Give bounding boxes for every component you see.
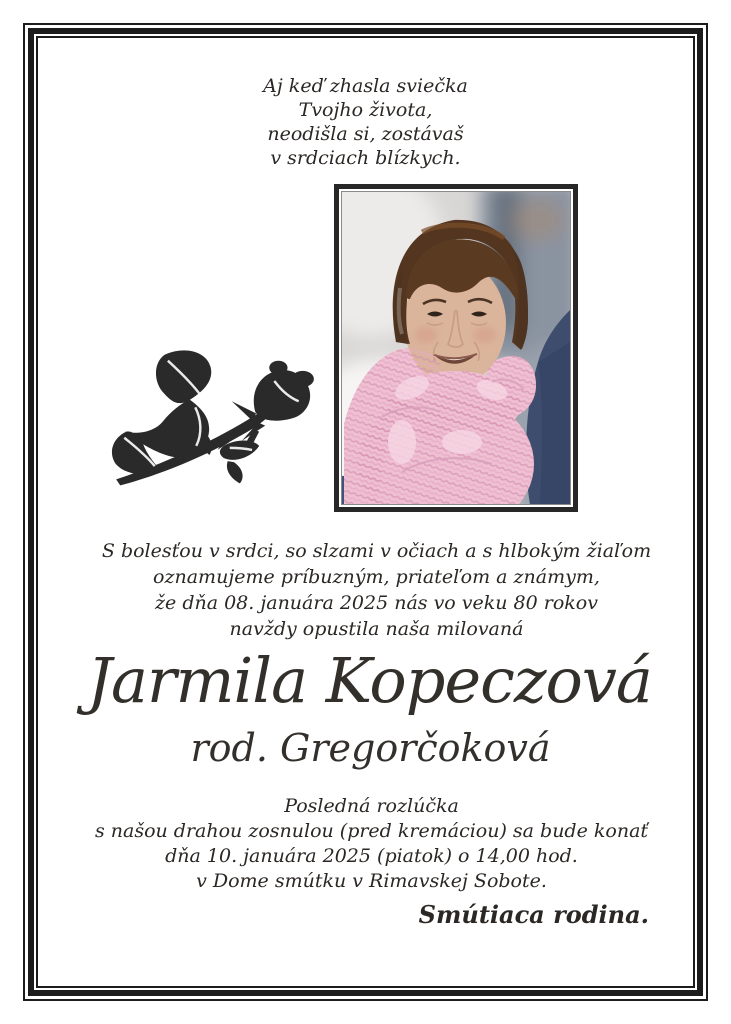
funeral-line: dňa 10. januára 2025 (piatok) o 14,00 hod. — [165, 845, 578, 867]
announcement-line: navždy opustila naša milovaná — [229, 618, 524, 640]
memorial-poem — [42, 74, 689, 170]
portrait-photo — [342, 192, 570, 504]
announcement-line: S bolesťou v srdci, so slzami v očiach a s hlbokým žiaľom — [101, 540, 652, 562]
poem-line: neodišla si, zostávaš — [267, 123, 464, 145]
funeral-line: s našou drahou zosnulou (pred kremáciou) sa bude konať — [94, 820, 649, 842]
funeral-line: v Dome smútku v Rimavskej Sobote. — [196, 870, 547, 892]
announcement-line: oznamujeme príbuzným, priateľom a známym, — [153, 566, 600, 588]
poem-line: Aj keď zhasla sviečka — [263, 75, 468, 97]
poem-line: Tvojho života, — [298, 99, 433, 121]
announcement-block — [42, 538, 689, 642]
deceased-maiden-name: rod. Gregorčoková — [190, 726, 551, 770]
rose-illustration — [104, 340, 322, 498]
family-signature: Smútiaca rodina. — [418, 900, 649, 929]
funeral-line: Posledná rozlúčka — [284, 795, 459, 817]
portrait-photo-frame — [334, 184, 578, 512]
funeral-details-block — [42, 794, 689, 894]
announcement-line: že dňa 08. januára 2025 nás vo veku 80 rokov — [155, 592, 598, 614]
portrait-illustration — [342, 192, 570, 504]
rose-icon — [104, 340, 322, 498]
deceased-name: Jarmila Kopeczová — [87, 644, 652, 717]
poem-line: v srdciach blízkych. — [270, 147, 461, 169]
